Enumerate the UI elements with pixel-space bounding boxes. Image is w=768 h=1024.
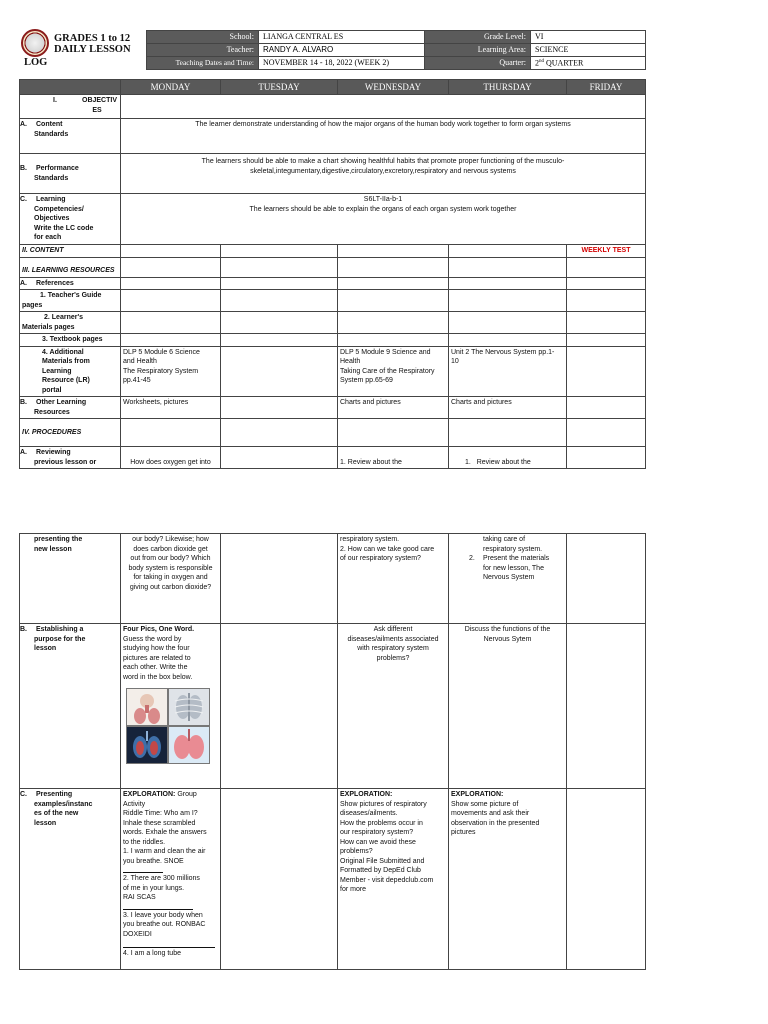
exploration-title-thursday: EXPLORATION: bbox=[451, 791, 504, 798]
school-label: School: bbox=[147, 31, 259, 44]
riddle-3: 3. I leave your body when you breathe out. RONBAC DOXEIDI bbox=[123, 911, 206, 938]
day-tuesday: TUESDAY bbox=[221, 80, 338, 95]
presenting-monday: our body? Likewise; how does carbon dioxide get out from our body? Which body system is responsible for taking in oxygen and giving out carbon dioxide? bbox=[121, 534, 221, 624]
other-resources-monday: Worksheets, pictures bbox=[121, 397, 221, 419]
performance-standards-row: B. Performance Standards The learners should be able to make a chart showing healthful habits that promote proper functioning of the musculo- skeletal,integumentary,digestive,circulatory,excretory,respiratory and nervous systems bbox=[20, 154, 646, 194]
four-pics-title: Four Pics, One Word. bbox=[123, 626, 195, 633]
reviewing-row: A. Reviewing previous lesson or How does oxygen get into 1. Review about the 1. Review about the bbox=[20, 447, 646, 469]
answer-line bbox=[123, 903, 193, 910]
learning-competency-text: The learners should be able to explain the organs of each organ system work together bbox=[249, 205, 517, 213]
textbook-pages-label: 3. Textbook pages bbox=[20, 334, 121, 347]
additional-materials-label: 4. Additional Materials from Learning Resource (LR) portal bbox=[20, 346, 121, 397]
presenting-thursday-review: taking care of respiratory system. bbox=[483, 536, 543, 553]
chest-xray-picture bbox=[168, 688, 210, 726]
four-pics-grid bbox=[126, 688, 218, 762]
learning-competencies-label: Learning Competencies/ Objectives Write the LC code for each bbox=[34, 196, 94, 241]
additional-materials-wednesday: DLP 5 Module 9 Science and Health Taking Care of the Respiratory System pp.65-69 bbox=[338, 346, 449, 397]
grade-level-label: Grade Level: bbox=[425, 31, 531, 44]
riddle-instructions: Group Activity Riddle Time: Who am I? Inhale these scrambled words. Exhale the answers to the riddles. 1. I warm and clean the air you breathe. SNOE bbox=[123, 791, 207, 865]
procedures-row bbox=[20, 419, 646, 447]
content-standards-label: Content Standards bbox=[34, 121, 69, 138]
reviewing-monday: How does oxygen get into bbox=[121, 447, 221, 469]
establishing-purpose-row: B. Establishing a purpose for the lesson Four Pics, One Word. Guess the word by studying how the four pictures are related to each other. Write the word in the box below. Ask different diseases/ailments associated with respiratory system problems? Discuss the functions of the Nervous Sytem bbox=[20, 624, 646, 789]
presenting-label: presenting the new lesson bbox=[20, 534, 121, 624]
riddle-2: 2. There are 300 millions of me in your lungs. RAI SCAS bbox=[123, 875, 200, 901]
document-title: GRADES 1 to 12 DAILY LESSON bbox=[54, 33, 131, 55]
procedures-label: IV. PROCEDURES bbox=[20, 419, 121, 447]
presenting-examples-thursday: Show some picture of movements and ask their observation in the presented pictures bbox=[451, 800, 540, 836]
four-pics-instructions: Guess the word by studying how the four pictures are related to each other. Write the word in the box below. bbox=[123, 635, 193, 681]
other-resources-label: Other Learning Resources bbox=[34, 399, 87, 416]
additional-materials-monday: DLP 5 Module 6 Science and Health The Respiratory System pp.41-45 bbox=[121, 346, 221, 397]
reviewing-wednesday: 1. Review about the bbox=[338, 447, 449, 469]
textbook-pages-row bbox=[20, 334, 646, 347]
quarter-label: Quarter: bbox=[425, 57, 531, 70]
objectives-number: I. bbox=[53, 97, 57, 104]
content-standards-row: A. Content Standards The learner demonstrate understanding of how the major organs of the human body work together to form organ systems bbox=[20, 119, 646, 154]
deped-seal-logo bbox=[21, 29, 49, 57]
learning-competencies-row: C. Learning Competencies/ Objectives Write the LC code for each S6LT-IIa-b-1 The learners should be able to explain the organs of each organ system work together bbox=[20, 194, 646, 245]
establishing-purpose-thursday: Discuss the functions of the Nervous Sytem bbox=[449, 624, 567, 789]
exploration-title-monday: EXPLORATION: bbox=[123, 791, 176, 798]
performance-standards-text: The learners should be able to make a chart showing healthful habits that promote proper functioning of the musculo- skeletal,integumentary,digestive,circulatory,excretory,respiratory and nervous systems bbox=[121, 154, 646, 194]
other-resources-thursday: Charts and pictures bbox=[449, 397, 567, 419]
answer-line bbox=[123, 939, 215, 948]
day-friday: FRIDAY bbox=[567, 80, 646, 95]
content-label: II. CONTENT bbox=[20, 244, 121, 257]
presenting-row: presenting the new lesson our body? Likewise; how does carbon dioxide get out from our body? Which body system is responsible for taking in oxygen and giving out carbon dioxide? respiratory system. 2. How can we take good care of our respiratory system? taking care of respiratory system. 2. Present the materials for new lesson, The Nervous System bbox=[20, 534, 646, 624]
references-row: A. References bbox=[20, 277, 646, 290]
reviewing-thursday: Review about the bbox=[476, 458, 531, 466]
lesson-log-table-page1 bbox=[19, 79, 646, 469]
presenting-thursday-materials: Present the materials for new lesson, The Nervous System bbox=[483, 555, 550, 581]
additional-materials-thursday: Unit 2 The Nervous System pp.1- 10 bbox=[449, 346, 567, 397]
establishing-purpose-wednesday: Ask different diseases/ailments associated with respiratory system problems? bbox=[338, 624, 449, 789]
lungs-diagram-picture bbox=[168, 726, 210, 764]
performance-standards-label: Performance Standards bbox=[34, 165, 79, 182]
presenting-examples-wednesday: Show pictures of respiratory diseases/ailments. How the problems occur in our respiratory system? How can we avoid these problems? Original File Submitted and Formatted by DepEd Club Member - visit depedclub.com for more bbox=[340, 800, 434, 893]
teachers-guide-row bbox=[20, 290, 646, 312]
document-title-log: LOG bbox=[24, 57, 48, 68]
teacher-label: Teacher: bbox=[147, 44, 259, 57]
presenting-wednesday: respiratory system. 2. How can we take good care of our respiratory system? bbox=[338, 534, 449, 624]
learners-materials-label: 2. Learner's Materials pages bbox=[20, 312, 121, 334]
reviewing-label: Reviewing previous lesson or bbox=[34, 449, 97, 466]
other-resources-wednesday: Charts and pictures bbox=[338, 397, 449, 419]
objectives-label: OBJECTIV ES bbox=[82, 97, 118, 114]
learning-area-value: SCIENCE bbox=[531, 44, 646, 57]
presenting-examples-row: C. Presenting examples/instanc es of the new lesson EXPLORATION: Group Activity Riddle Time: Who am I? Inhale these scrambled words. Exhale the answers to the riddles. 1. I warm and clean the air you breathe. SNOE 2. There are 300 millions of me in your lungs. RAI SCAS 3. I leave your body when you breathe out. RONBAC DOXEIDI 4. I am a long tube EXPLORATION: Show pictures of respiratory diseases/ailments. How the problems occur in our respiratory system? How can we avoid these problems? Original File Submitted and Formatted by DepEd Club Member - visit depedclub.com for more EXPLORATION: Show some picture of movements and ask their observation in the presented pictures bbox=[20, 789, 646, 970]
weekly-test-label: WEEKLY TEST bbox=[567, 244, 646, 257]
teaching-dates-value: NOVEMBER 14 - 18, 2022 (WEEK 2) bbox=[259, 57, 425, 70]
day-wednesday: WEDNESDAY bbox=[338, 80, 449, 95]
learners-materials-row bbox=[20, 312, 646, 334]
teacher-value: RANDY A. ALVARO bbox=[259, 44, 425, 57]
learning-resources-label: III. LEARNING RESOURCES bbox=[20, 257, 121, 277]
school-value: LIANGA CENTRAL ES bbox=[259, 31, 425, 44]
header-info-table bbox=[146, 30, 646, 70]
content-row bbox=[20, 244, 646, 257]
quarter-value: 2nd QUARTER bbox=[531, 57, 646, 70]
additional-materials-row bbox=[20, 346, 646, 397]
respiratory-organs-picture bbox=[126, 688, 168, 726]
exploration-title-wednesday: EXPLORATION: bbox=[340, 791, 393, 798]
content-standards-text: The learner demonstrate understanding of how the major organs of the human body work together to form organ systems bbox=[121, 119, 646, 154]
objectives-row bbox=[20, 95, 646, 119]
answer-line bbox=[123, 866, 163, 873]
establishing-purpose-label: Establishing a purpose for the lesson bbox=[34, 626, 86, 652]
references-label: References bbox=[36, 279, 74, 287]
presenting-examples-label: Presenting examples/instanc es of the new lesson bbox=[34, 791, 93, 827]
day-header-row bbox=[20, 80, 646, 95]
learning-competency-code: S6LT-IIa-b-1 bbox=[363, 196, 403, 203]
day-monday: MONDAY bbox=[121, 80, 221, 95]
lesson-log-table-page2 bbox=[19, 533, 646, 970]
learning-resources-row bbox=[20, 257, 646, 277]
grade-level-value: VI bbox=[531, 31, 646, 44]
teaching-dates-label: Teaching Dates and Time: bbox=[147, 57, 259, 70]
day-thursday: THURSDAY bbox=[449, 80, 567, 95]
other-resources-row: B. Other Learning Resources Worksheets, pictures Charts and pictures Charts and pictures bbox=[20, 397, 646, 419]
riddle-4: 4. I am a long tube bbox=[123, 950, 181, 957]
teachers-guide-label: 1. Teacher's Guide pages bbox=[20, 290, 121, 312]
learning-area-label: Learning Area: bbox=[425, 44, 531, 57]
lungs-scan-picture bbox=[126, 726, 168, 764]
